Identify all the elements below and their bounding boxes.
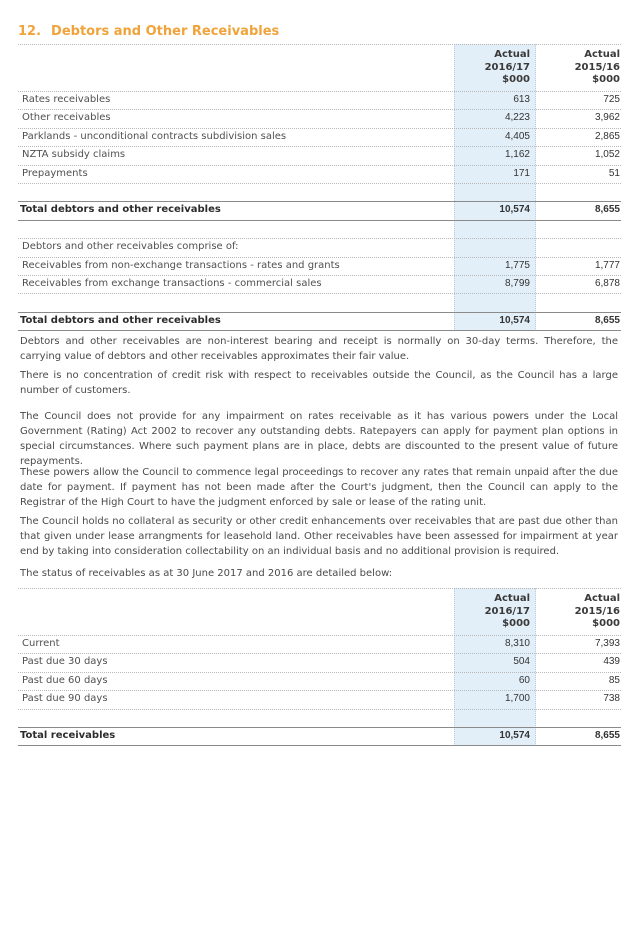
table-row: Current 8,310 7,393 xyxy=(18,636,621,654)
paragraph: Debtors and other receivables are non-interest bearing and receipt is normally on 30-day terms. Therefore, the carrying value of debtors and other receivables approximates their fair value. xyxy=(20,336,618,362)
table-header-row xyxy=(18,44,621,92)
table-row-subheading: Debtors and other receivables comprise of: xyxy=(18,239,621,257)
paragraph: The status of receivables as at 30 June 2017 and 2016 are detailed below: xyxy=(20,568,393,579)
spacer-row xyxy=(18,221,621,239)
paragraph: The Council holds no collateral as security or other credit enhancements over receivables that are past due other than that given under lease arrangments for leasehold land. Other receivables have been assessed for impairment at year end by taking into consideration collectability on an individual basis and no additional provision is required. xyxy=(20,516,618,557)
table-row: Past due 90 days 1,700 738 xyxy=(18,691,621,709)
table-row: Receivables from non-exchange transactions - rates and grants 1,775 1,777 xyxy=(18,258,621,276)
column-header-2016-17: Actual 2016/17 $000 xyxy=(484,593,530,629)
total-row: Total debtors and other receivables 10,574 8,655 xyxy=(18,312,621,331)
total-row: Total debtors and other receivables 10,574 8,655 xyxy=(18,201,621,220)
spacer-row xyxy=(18,710,621,727)
debtors-table xyxy=(18,44,621,331)
receivables-status-table xyxy=(18,588,621,746)
table-row: Prepayments 171 51 xyxy=(18,166,621,184)
spacer-row xyxy=(18,184,621,201)
table-row: NZTA subsidy claims 1,162 1,052 xyxy=(18,147,621,165)
table-row: Past due 60 days 60 85 xyxy=(18,673,621,691)
table-row: Rates receivables 613 725 xyxy=(18,92,621,110)
section-number: 12. xyxy=(18,24,42,39)
column-header-2015-16: Actual 2015/16 $000 xyxy=(574,593,620,629)
paragraph: There is no concentration of credit risk with respect to receivables outside the Council, as the Council has a large number of customers. xyxy=(20,370,618,396)
table-row: Other receivables 4,223 3,962 xyxy=(18,110,621,128)
paragraph: The Council does not provide for any impairment on rates receivable as it has various powers under the Local Government (Rating) Act 2002 to recover any outstanding debts. Ratepayers can apply for payment plan options in special circumstances. Where such payment plans are in place, debts are discounted to the present value of future repayments. xyxy=(20,411,618,467)
table-header-row xyxy=(18,588,621,636)
spacer-row xyxy=(18,294,621,311)
column-header-2016-17: Actual 2016/17 $000 xyxy=(484,49,530,85)
section-title: Debtors and Other Receivables xyxy=(51,24,280,39)
paragraph: These powers allow the Council to commence legal proceedings to recover any rates that remain unpaid after the due date for payment. If payment has not been made after the Court's judgment, then the Council can apply to the Registrar of the High Court to have the judgment enforced by sale or lease of the rating unit. xyxy=(20,467,618,508)
column-header-2015-16: Actual 2015/16 $000 xyxy=(574,49,620,85)
total-row: Total receivables 10,574 8,655 xyxy=(18,727,621,746)
table-row: Past due 30 days 504 439 xyxy=(18,654,621,672)
section-heading xyxy=(18,24,279,39)
table-row: Parklands - unconditional contracts subdivision sales 4,405 2,865 xyxy=(18,129,621,147)
table-row: Receivables from exchange transactions - commercial sales 8,799 6,878 xyxy=(18,276,621,294)
